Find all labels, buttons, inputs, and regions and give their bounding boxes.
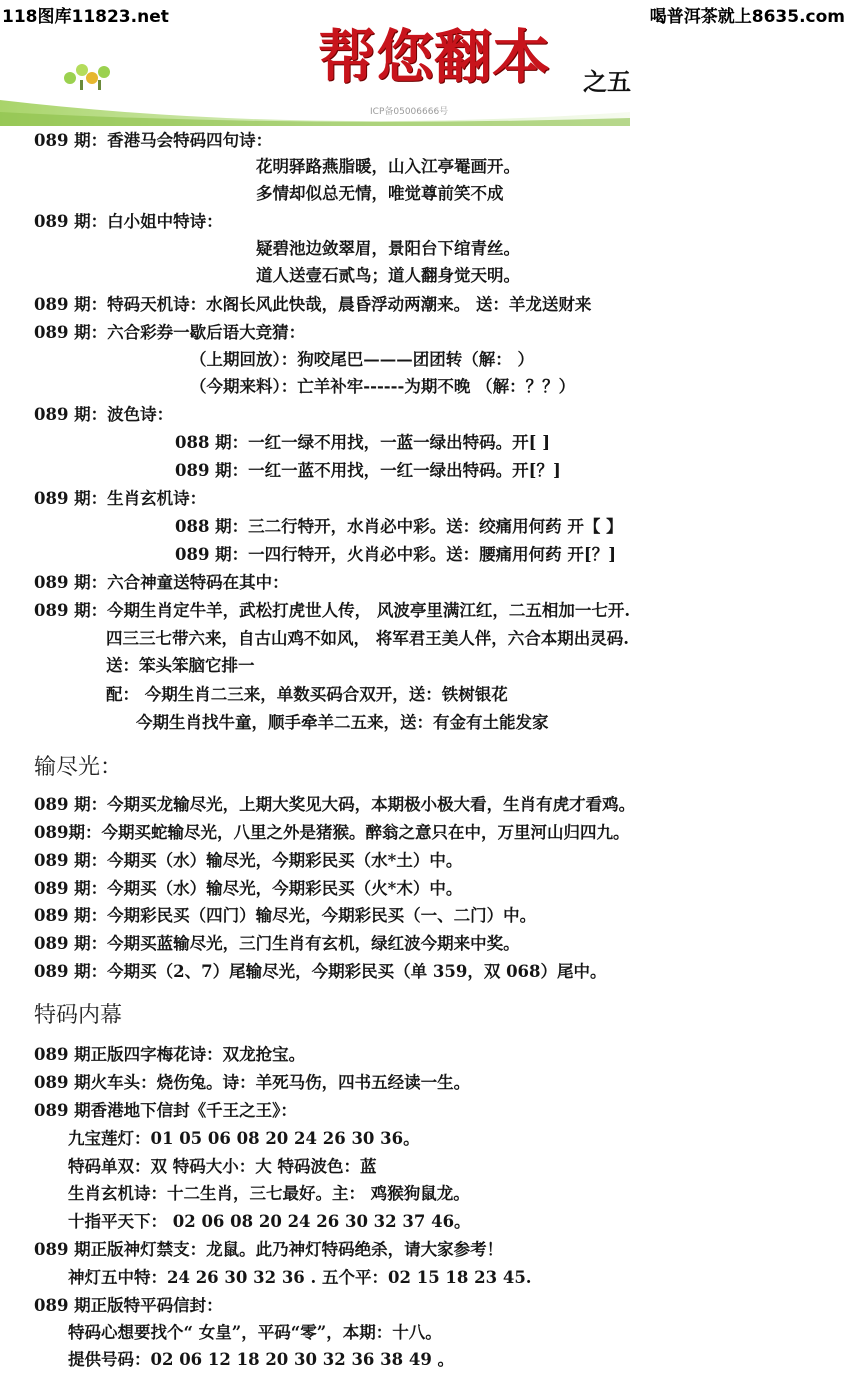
text-line: 089 期火车头：烧伤兔。诗：羊死马伤，四书五经读一生。 (34, 1073, 471, 1092)
section-heading: 输尽光： (34, 755, 123, 780)
text-line: 九宝莲灯：01 05 06 08 20 24 26 30 36。 (68, 1129, 420, 1148)
text-line: 088 期：三二行特开，水肖必中彩。送：绞痛用何药 开【 】 (175, 517, 623, 536)
text-line: 089 期：今期买蓝输尽光，三门生肖有玄机，绿红波今期来中奖。 (34, 934, 520, 953)
text-line: 多情却似总无情，唯觉尊前笑不成 (256, 184, 504, 203)
text-line: 今期生肖找牛童，顺手牵羊二五来，送：有金有土能发家 (136, 713, 549, 732)
text-line: 089 期：特码天机诗：水阁长风此快哉，晨昏浮动两潮来。 送：羊龙送财来 (34, 295, 592, 314)
text-line: 089 期：白小姐中特诗： (34, 212, 223, 231)
banner-icp: ICP备05006666号 (370, 107, 449, 117)
text-line: 四三三七带六来，自古山鸡不如风， 将军君王美人伴，六合本期出灵码. (106, 629, 629, 648)
text-line: 神灯五中特：24 26 30 32 36 . 五个平：02 15 18 23 45. (68, 1268, 532, 1287)
text-line: 089 期：一四行特开，火肖必中彩。送：腰痛用何药 开[？] (175, 545, 617, 564)
text-line: 089期：今期买蛇输尽光，八里之外是猪猴。醉翁之意只在中，万里河山归四九。 (34, 823, 630, 842)
text-line: （今期来料）：亡羊补牢------为期不晚 （解：？？） (190, 377, 576, 396)
text-line: 089 期：六合彩券一歇后语大竞猜： (34, 323, 306, 342)
text-line: 089 期：今期买（2、7）尾输尽光，今期彩民买（单 359，双 068）尾中。 (34, 962, 607, 981)
text-line: 生肖玄机诗：十二生肖，三七最好。主： 鸡猴狗鼠龙。 (68, 1184, 470, 1203)
text-line: 089 期：六合神童送特码在其中： (34, 573, 289, 592)
text-line: 089 期：今期生肖定牛羊，武松打虎世人传， 风波亭里满江红，二五相加一七开. (34, 601, 631, 620)
text-line: （上期回放）：狗咬尾巴———团团转（解： ） (190, 350, 534, 369)
banner-title: 帮您翻本 (318, 23, 551, 91)
text-line: 089 期正版神灯禁支：龙鼠。此乃神灯特码绝杀，请大家参考！ (34, 1240, 504, 1259)
banner-suffix: 之五 (583, 67, 631, 96)
text-line: 089 期：今期买（水）输尽光，今期彩民买（水*土）中。 (34, 851, 463, 870)
text-line: 089 期：今期买龙输尽光，上期大奖见大码，本期极小极大看，生肖有虎才看鸡。 (34, 795, 636, 814)
site-link-left[interactable]: 118图库11823.net (2, 7, 169, 27)
text-line: 送：笨头笨脑它排一 (106, 656, 255, 675)
text-line: 特码单双：双 特码大小：大 特码波色：蓝 (68, 1157, 377, 1176)
section-heading: 特码内幕 (34, 1003, 123, 1028)
text-line: 089 期：今期彩民买（四门）输尽光，今期彩民买（一、二门）中。 (34, 906, 537, 925)
text-line: 089 期：香港马会特码四句诗： (34, 131, 273, 150)
text-line: 疑碧池边敛翠眉，景阳台下绾青丝。 (256, 239, 520, 258)
text-line: 088 期：一红一绿不用找，一蓝一绿出特码。开[ ] (175, 433, 551, 452)
tree-icon (64, 64, 110, 90)
site-link-right[interactable]: 喝普洱茶就上8635.com (649, 7, 845, 27)
text-line: 089 期正版四字梅花诗：双龙抢宝。 (34, 1045, 306, 1064)
text-line: 十指平天下： 02 06 08 20 24 26 30 32 37 46。 (68, 1212, 471, 1231)
text-line: 089 期：一红一蓝不用找，一红一绿出特码。开[？] (175, 461, 561, 480)
text-line: 089 期：生肖玄机诗： (34, 489, 207, 508)
text-line: 提供号码：02 06 12 18 20 30 32 36 38 49 。 (68, 1350, 455, 1369)
text-line: 089 期：今期买（水）输尽光，今期彩民买（火*木）中。 (34, 879, 463, 898)
text-line: 089 期正版特平码信封： (34, 1296, 223, 1315)
text-line: 特码心想要找个“ 女皇”，平码“零”，本期：十八。 (68, 1323, 442, 1342)
text-line: 道人送壹石贰鸟；道人翻身觉天明。 (256, 266, 520, 285)
banner (0, 0, 630, 130)
text-line: 089 期：波色诗： (34, 405, 174, 424)
text-line: 花明驿路燕脂暖，山入江亭罨画开。 (256, 157, 520, 176)
text-line: 089 期香港地下信封《千王之王》： (34, 1101, 297, 1120)
text-line: 配： 今期生肖二三来，单数买码合双开，送：铁树银花 (106, 685, 508, 704)
